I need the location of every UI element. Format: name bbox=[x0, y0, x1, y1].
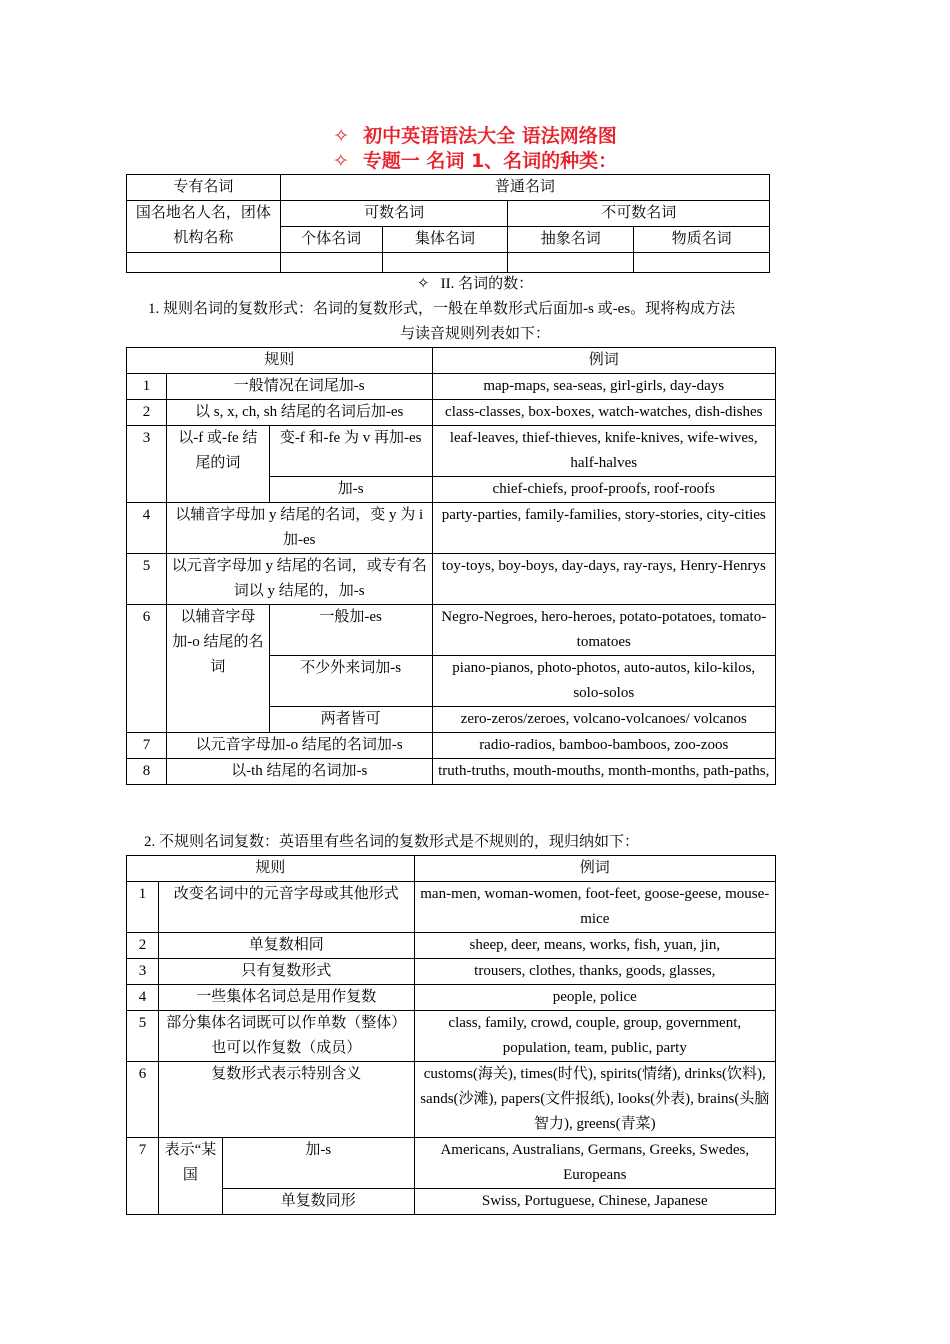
table-row: 1 一般情况在词尾加-s map-maps, sea-seas, girl-girls, day-days bbox=[127, 374, 776, 400]
table-row: 6 以辅音字母加-o 结尾的名词 一般加-es Negro-Negroes, hero-heroes, potato-potatoes, tomato-tomatoes bbox=[127, 605, 776, 656]
intro-line-1: 1. 规则名词的复数形式：名词的复数形式，一般在单数形式后面加-s 或-es。现将构成方法 bbox=[148, 301, 736, 317]
empty-cell bbox=[508, 253, 634, 273]
countable-header: 可数名词 bbox=[280, 201, 508, 227]
table-row: 7 以元音字母加-o 结尾的名词加-s radio-radios, bamboo-bamboos, zoo-zoos bbox=[127, 733, 776, 759]
doc-title-line2: ✧ 专题一 名词 1、名词的种类： bbox=[332, 150, 618, 172]
table-row: 4 以辅音字母加 y 结尾的名词，变 y 为 i 加-es party-parties, family-families, story-stories, city-cities bbox=[127, 503, 776, 554]
regular-plural-table bbox=[126, 347, 776, 785]
proper-noun-desc: 国名地名人名，团体机构名称 bbox=[127, 201, 281, 253]
uncountable-header: 不可数名词 bbox=[508, 201, 770, 227]
intro-line-2: 与读音规则列表如下： bbox=[399, 326, 550, 342]
table-row: 4 一些集体名词总是用作复数 people, police bbox=[127, 985, 776, 1011]
table-row: 两者皆可 zero-zeros/zeroes, volcano-volcanoes/ volcanos bbox=[127, 707, 776, 733]
diamond-icon: ✧ bbox=[416, 276, 430, 292]
collective-noun: 集体名词 bbox=[382, 227, 508, 253]
header-example: 例词 bbox=[414, 856, 775, 882]
header-example: 例词 bbox=[432, 348, 776, 374]
table-row: 3 以-f 或-fe 结尾的词 变-f 和-fe 为 v 再加-es leaf-leaves, thief-thieves, knife-knives, wife-wives, half-halves bbox=[127, 426, 776, 477]
table-row: 3 只有复数形式 trousers, clothes, thanks, goods, glasses, bbox=[127, 959, 776, 985]
table-row: 1 改变名词中的元音字母或其他形式 man-men, woman-women, foot-feet, goose-geese, mouse-mice bbox=[127, 882, 776, 933]
header-rule: 规则 bbox=[127, 856, 415, 882]
common-noun-header: 普通名词 bbox=[280, 175, 769, 201]
irregular-intro: 2. 不规则名词复数：英语里有些名词的复数形式是不规则的，现归纳如下： bbox=[144, 834, 640, 850]
table-row: 2 单复数相同 sheep, deer, means, works, fish, yuan, jin, bbox=[127, 933, 776, 959]
table-row: 7 表示“某国 加-s Americans, Australians, Germans, Greeks, Swedes, Europeans bbox=[127, 1138, 776, 1189]
material-noun: 物质名词 bbox=[634, 227, 770, 253]
table-row: 2 以 s, x, ch, sh 结尾的名词后加-es class-classes, box-boxes, watch-watches, dish-dishes bbox=[127, 400, 776, 426]
doc-title-line1: ✧ 初中英语语法大全 语法网络图 bbox=[333, 125, 617, 147]
table-row: 加-s chief-chiefs, proof-proofs, roof-roofs bbox=[127, 477, 776, 503]
noun-types-table bbox=[126, 174, 770, 273]
table-row: 8 以-th 结尾的名词加-s truth-truths, mouth-mouths, month-months, path-paths, bbox=[127, 759, 776, 785]
section-heading: ✧ II. 名词的数： bbox=[416, 276, 534, 292]
empty-cell bbox=[634, 253, 770, 273]
abstract-noun: 抽象名词 bbox=[508, 227, 634, 253]
table-row: 6 复数形式表示特别含义 customs(海关), times(时代), spirits(情绪), drinks(饮料), sands(沙滩), papers(文件报纸), looks(外表), brains(头脑智力), greens(青菜) bbox=[127, 1062, 776, 1138]
diamond-icon: ✧ bbox=[332, 150, 349, 172]
individual-noun: 个体名词 bbox=[280, 227, 382, 253]
table-row: 5 以元音字母加 y 结尾的名词，或专有名词以 y 结尾的，加-s toy-toys, boy-boys, day-days, ray-rays, Henry-Henrys bbox=[127, 554, 776, 605]
proper-noun-header: 专有名词 bbox=[127, 175, 281, 201]
header-rule: 规则 bbox=[127, 348, 433, 374]
table-row: 单复数同形 Swiss, Portuguese, Chinese, Japanese bbox=[127, 1189, 776, 1215]
table-row: 不少外来词加-s piano-pianos, photo-photos, auto-autos, kilo-kilos, solo-solos bbox=[127, 656, 776, 707]
empty-cell bbox=[280, 253, 382, 273]
empty-cell bbox=[382, 253, 508, 273]
irregular-plural-table bbox=[126, 855, 776, 1215]
diamond-icon: ✧ bbox=[333, 125, 350, 147]
empty-cell bbox=[127, 253, 281, 273]
table-row: 5 部分集体名词既可以作单数（整体）也可以作复数（成员） class, family, crowd, couple, group, government, population, team, public, party bbox=[127, 1011, 776, 1062]
